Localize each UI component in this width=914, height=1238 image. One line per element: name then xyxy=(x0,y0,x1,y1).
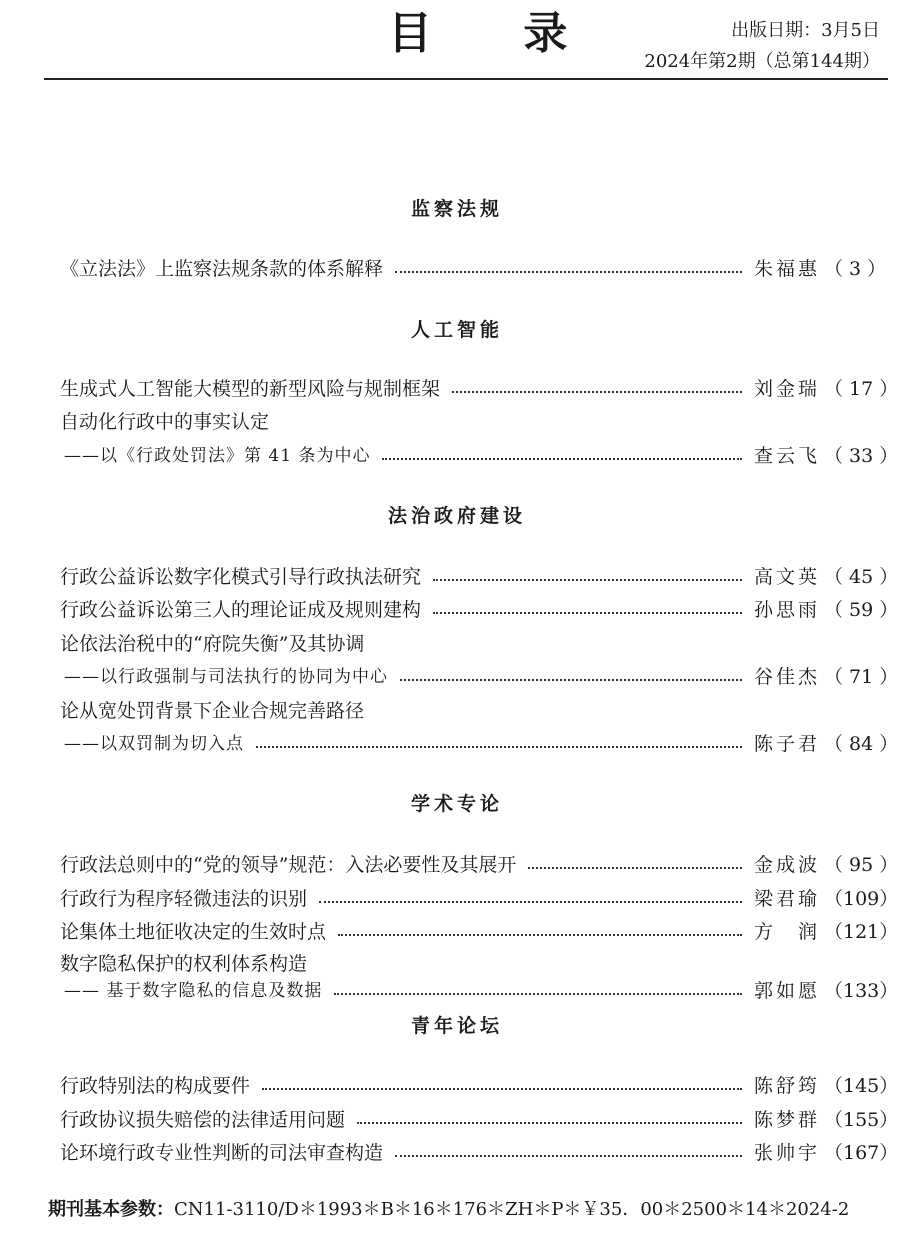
journal-parameters xyxy=(48,1198,849,1222)
entry-page: （121） xyxy=(824,921,899,943)
parameters-label: 期刊基本参数： xyxy=(48,1199,174,1220)
entry-title: 行政法总则中的“党的领导”规范：入法必要性及其展开 xyxy=(60,854,517,876)
dot-leader xyxy=(319,901,742,903)
entry-subtitle: ——以《行政处罚法》第 41 条为中心 xyxy=(64,446,371,466)
entry-title: 行政协议损失赔偿的法律适用问题 xyxy=(60,1109,346,1131)
entry-author: 金成波 xyxy=(754,854,821,876)
section-heading: 人工智能 xyxy=(410,319,503,341)
header-rule xyxy=(44,78,888,80)
entry-page: （ 95 ） xyxy=(824,854,899,876)
toc-entry[interactable] xyxy=(60,255,887,283)
dot-leader xyxy=(433,612,742,614)
toc-entry[interactable] xyxy=(60,563,899,591)
dot-leader xyxy=(395,1155,742,1157)
entry-subtitle: ——以行政强制与司法执行的协同为中心 xyxy=(64,667,388,687)
entry-title: 论环境行政专业性判断的司法审查构造 xyxy=(60,1142,384,1164)
entry-author: 方 润 xyxy=(754,921,821,943)
entry-author: 郭如愿 xyxy=(754,980,821,1002)
toc-entry[interactable] xyxy=(60,851,899,879)
entry-author: 孙思雨 xyxy=(754,599,821,621)
toc-entry[interactable] xyxy=(60,375,899,403)
entry-subtitle: —— 基于数字隐私的信息及数据 xyxy=(64,981,323,1001)
toc-entry[interactable] xyxy=(60,1106,899,1134)
dot-leader xyxy=(452,391,742,393)
section-heading: 学术专论 xyxy=(410,793,503,815)
parameters-value: CN11-3110/D＊1993＊B＊16＊176＊ZH＊P＊￥35．00＊2500＊14＊2024-2 xyxy=(174,1199,850,1220)
toc-entry[interactable] xyxy=(60,442,899,470)
entry-author: 谷佳杰 xyxy=(754,666,821,688)
section-heading: 监察法规 xyxy=(410,198,503,220)
entry-title[interactable]: 数字隐私保护的权利体系构造 xyxy=(60,953,308,975)
entry-author: 高文英 xyxy=(754,566,821,588)
page-title: 目 录 xyxy=(388,8,606,59)
entry-title: 行政行为程序轻微违法的识别 xyxy=(60,888,308,910)
entry-title[interactable]: 论依法治税中的“府院失衡”及其协调 xyxy=(60,633,365,655)
entry-author: 查云飞 xyxy=(754,445,821,467)
entry-title: 生成式人工智能大模型的新型风险与规制框架 xyxy=(60,378,441,400)
entry-title: 行政特别法的构成要件 xyxy=(60,1075,251,1097)
toc-entry[interactable] xyxy=(60,1139,899,1167)
entry-title: 论集体土地征收决定的生效时点 xyxy=(60,921,327,943)
entry-page: （109） xyxy=(824,888,899,910)
entry-page: （155） xyxy=(824,1109,899,1131)
entry-page: （ 59 ） xyxy=(824,599,899,621)
entry-page: （ 84 ） xyxy=(824,733,899,755)
entry-page: （ 45 ） xyxy=(824,566,899,588)
dot-leader xyxy=(334,993,742,995)
issue-number: 2024年第2期（总第144期） xyxy=(644,51,880,72)
toc-entry[interactable] xyxy=(60,918,899,946)
entry-author: 陈舒筠 xyxy=(754,1075,821,1097)
entry-page: （167） xyxy=(824,1142,899,1164)
entry-title: 行政公益诉讼数字化模式引导行政执法研究 xyxy=(60,566,422,588)
entry-author: 朱福惠 xyxy=(754,258,821,280)
dot-leader xyxy=(382,458,742,460)
entry-author: 陈子君 xyxy=(754,733,821,755)
entry-title: 《立法法》上监察法规条款的体系解释 xyxy=(60,258,384,280)
dot-leader xyxy=(338,934,742,936)
dot-leader xyxy=(262,1088,742,1090)
entry-title[interactable]: 论从宽处罚背景下企业合规完善路径 xyxy=(60,700,365,722)
entry-title[interactable]: 自动化行政中的事实认定 xyxy=(60,411,270,433)
section-heading: 青年论坛 xyxy=(410,1015,503,1037)
entry-subtitle: ——以双罚制为切入点 xyxy=(64,734,244,754)
entry-author: 刘金瑞 xyxy=(754,378,821,400)
dot-leader xyxy=(395,271,742,273)
entry-author: 张帅宇 xyxy=(754,1142,821,1164)
toc-entry[interactable] xyxy=(60,1072,899,1100)
toc-entry[interactable] xyxy=(60,730,899,758)
toc-entry[interactable] xyxy=(60,885,899,913)
entry-page: （ 71 ） xyxy=(824,666,899,688)
entry-author: 梁君瑜 xyxy=(754,888,821,910)
entry-page: （ 17 ） xyxy=(824,378,899,400)
dot-leader xyxy=(433,579,742,581)
publication-date: 出版日期：3月5日 xyxy=(731,20,880,41)
dot-leader xyxy=(528,867,742,869)
section-heading: 法治政府建设 xyxy=(387,505,526,527)
entry-author: 陈梦群 xyxy=(754,1109,821,1131)
toc-entry[interactable] xyxy=(60,663,899,691)
toc-entry[interactable] xyxy=(60,596,899,624)
dot-leader xyxy=(400,679,742,681)
toc-entry[interactable] xyxy=(60,977,899,1005)
entry-page: （ 3 ） xyxy=(824,258,887,280)
dot-leader xyxy=(357,1122,742,1124)
entry-page: （145） xyxy=(824,1075,899,1097)
entry-page: （133） xyxy=(824,980,899,1002)
entry-title: 行政公益诉讼第三人的理论证成及规则建构 xyxy=(60,599,422,621)
dot-leader xyxy=(256,746,742,748)
entry-page: （ 33 ） xyxy=(824,445,899,467)
page-header xyxy=(0,0,914,80)
